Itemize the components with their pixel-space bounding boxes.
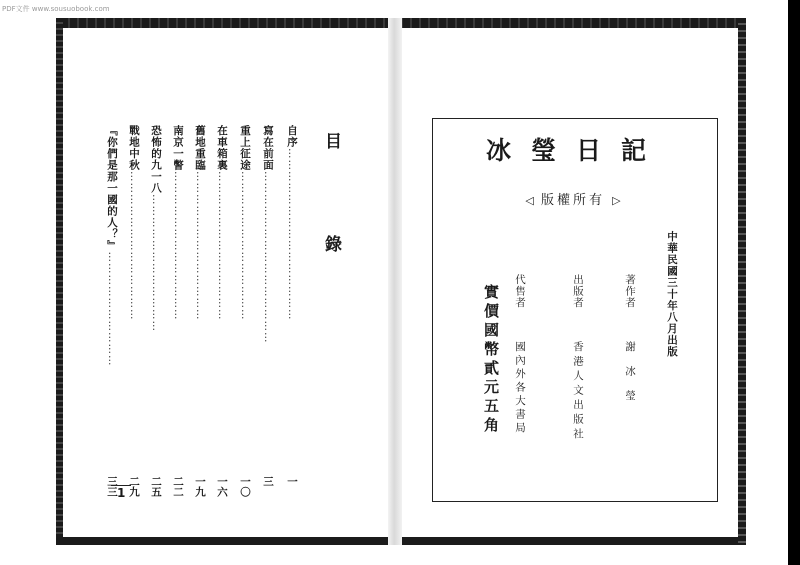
rights-notice-text: 版權所有 xyxy=(540,193,605,208)
toc-entry-page: 二五 xyxy=(150,476,162,497)
toc-entry xyxy=(261,125,276,508)
toc-heading: 目 錄 xyxy=(321,132,341,292)
toc-entry-leader: ………………………… xyxy=(106,251,118,367)
price: 實價國幣貳元五角 xyxy=(482,284,500,436)
toc-entry-title: 南京一瞥 xyxy=(172,125,184,171)
toc-entry-title: 自序 xyxy=(286,125,298,148)
toc-entry xyxy=(127,125,142,508)
author-label: 著作者 xyxy=(624,274,636,309)
distributor-label: 代售者 xyxy=(514,274,526,309)
publisher-name: 香港人文出版社 xyxy=(572,341,584,443)
toc-entry-page: 二九 xyxy=(128,476,140,497)
toc-entry-leader: ………………………………… xyxy=(172,171,184,321)
toc-entry-leader: ……………………………… xyxy=(150,194,162,332)
publication-date: 中華民國三十年八月出版 xyxy=(666,231,678,358)
copyright-page xyxy=(402,28,738,537)
author-name: 謝冰瑩 xyxy=(624,341,636,415)
scan-border-right xyxy=(738,18,746,545)
toc-entry-title: 舊地重臨 xyxy=(194,125,206,171)
toc-entry xyxy=(285,125,300,508)
page-number: 1 xyxy=(117,486,126,500)
book-title-text: 冰瑩日記 xyxy=(485,136,666,165)
toc-entry-leader: ………………………………… xyxy=(239,171,251,321)
toc-entry-title: 恐怖的九一八 xyxy=(150,125,162,194)
toc-entry xyxy=(149,125,164,508)
toc-entry-title: 『你們是那一國的人？』 xyxy=(106,125,118,252)
publisher-label: 出版者 xyxy=(572,274,584,309)
toc-entry-title: 在車箱裏 xyxy=(216,125,228,171)
toc-entry-page: 一 xyxy=(286,476,298,487)
toc-entry-page: 一〇 xyxy=(239,476,251,497)
toc-entry-title: 重上征途 xyxy=(239,125,251,171)
toc-entry-leader: ………………………………… xyxy=(128,171,140,321)
watermark-text: PDF文件 www.sousuobook.com xyxy=(2,5,110,13)
toc-entry-page: 三三 xyxy=(106,476,118,497)
toc-entry xyxy=(215,125,230,508)
toc-entry-page: 一六 xyxy=(216,476,228,497)
toc-entry-leader: ………………………………… xyxy=(194,171,206,321)
toc-entry xyxy=(193,125,208,508)
distributor-name: 國內外各大書局 xyxy=(514,341,526,436)
toc-entry xyxy=(105,125,120,508)
toc-entry-page: 一九 xyxy=(194,476,206,497)
toc-entry-title: 戰地中秋 xyxy=(128,125,140,171)
toc-entry-page: 二二 xyxy=(172,476,184,497)
rights-notice xyxy=(493,189,653,208)
toc-entry-page: 三 xyxy=(262,476,274,487)
toc-entry-leader: ………………………………… xyxy=(216,171,228,321)
toc-entry xyxy=(238,125,253,508)
left-triangle-icon: ◁ xyxy=(525,194,534,207)
copyright-frame xyxy=(432,118,718,502)
viewer-edge xyxy=(788,0,800,565)
toc-entry-title: 寫在前面 xyxy=(262,125,274,171)
toc-entry-leader: ……………………………………… xyxy=(286,148,298,321)
scan-border-left xyxy=(56,18,63,545)
right-triangle-icon: ▷ xyxy=(612,194,621,207)
book-title xyxy=(461,131,691,167)
book-gutter xyxy=(388,18,402,545)
toc-page xyxy=(63,28,388,537)
toc-entry-leader: ……………………………………… xyxy=(262,171,274,344)
toc-entry xyxy=(171,125,186,508)
